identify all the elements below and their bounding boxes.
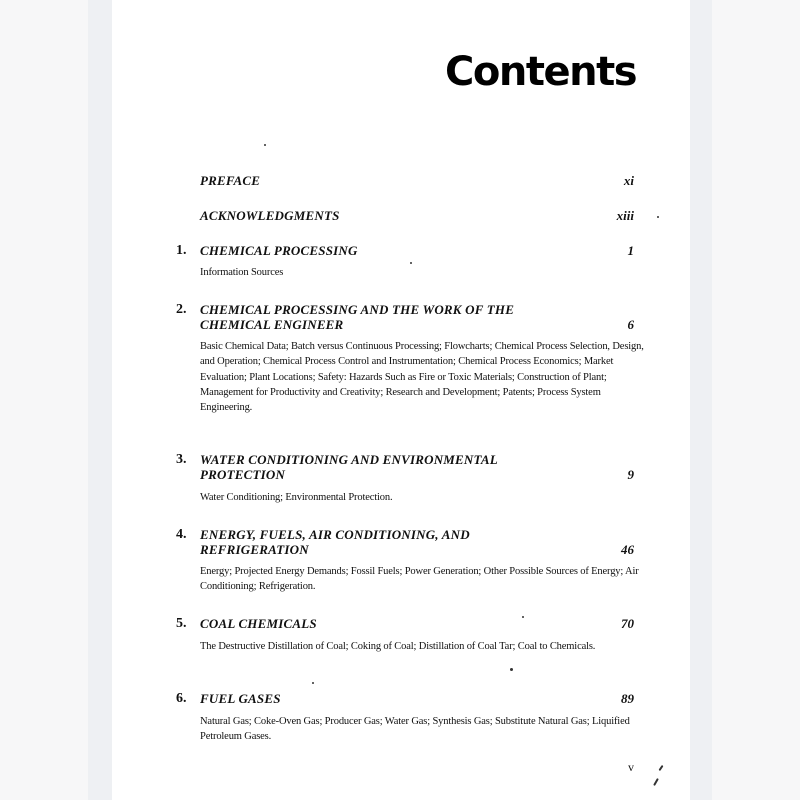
page-title: Contents [445, 49, 636, 95]
toc-chapter-number: 4. [176, 527, 187, 542]
scan-speck [312, 682, 314, 684]
toc-page-number: 1 [627, 243, 634, 258]
page-shadow-left [88, 0, 112, 800]
toc-chapter-number: 1. [176, 243, 187, 258]
document-page [112, 0, 690, 800]
viewer-background-left [0, 0, 88, 800]
toc-description: Information Sources [200, 267, 284, 278]
page-folio: v [628, 760, 634, 774]
toc-heading: PREFACE [200, 173, 261, 188]
toc-heading: WATER CONDITIONING AND ENVIRONMENTAL PROTECTION [200, 452, 498, 482]
toc-chapter-number: 6. [176, 691, 187, 706]
toc-page-number: xi [623, 173, 634, 188]
toc-chapter-number: 3. [176, 452, 187, 467]
toc-heading: ENERGY, FUELS, AIR CONDITIONING, AND REFRIGERATION [200, 527, 470, 557]
toc-page-number: 6 [627, 317, 634, 332]
toc-page-number: 70 [621, 616, 634, 631]
viewer-background-right [712, 0, 800, 800]
toc-heading: ACKNOWLEDGMENTS [200, 208, 340, 223]
toc-description: Natural Gas; Coke-Oven Gas; Producer Gas; Water Gas; Synthesis Gas; Substitute Natural Gas; Liquified Petroleum Gases. [200, 716, 630, 743]
scan-speck [522, 616, 524, 618]
toc-description: Water Conditioning; Environmental Protection. [200, 492, 393, 503]
toc-heading: COAL CHEMICALS [200, 616, 317, 631]
scan-speck [410, 262, 412, 264]
toc-chapter-number: 5. [176, 616, 187, 631]
toc-heading: CHEMICAL PROCESSING [200, 243, 358, 258]
toc-chapter-number: 2. [176, 302, 187, 317]
page-shadow-right [690, 0, 712, 800]
scan-speck [658, 765, 663, 771]
scan-speck [264, 144, 266, 146]
scan-speck [510, 668, 513, 671]
toc-description: Basic Chemical Data; Batch versus Continuous Processing; Flowcharts; Chemical Process Selection, Design, and Operation; Chemical Process Control and Instrumentation; Chemical Process Economics; Market Evaluation; Plant Locations; Safety: Hazards Such as Fire or Toxic Materials; Construction of Plant; Management for Productivity and Creativity; Research and Development; Patents; Process System Engineering. [200, 341, 644, 414]
toc-page-number: 89 [621, 691, 634, 706]
toc-heading: FUEL GASES [200, 691, 281, 706]
toc-page-number: 9 [627, 467, 634, 482]
toc-description: The Destructive Distillation of Coal; Coking of Coal; Distillation of Coal Tar; Coal to Chemicals. [200, 641, 596, 652]
toc-page-number: xiii [616, 208, 634, 223]
toc-page-number: 46 [621, 542, 634, 557]
scan-speck [653, 778, 659, 786]
toc-description: Energy; Projected Energy Demands; Fossil Fuels; Power Generation; Other Possible Sources of Energy; Air Conditioning; Refrigeration. [200, 566, 639, 593]
toc-heading: CHEMICAL PROCESSING AND THE WORK OF THE CHEMICAL ENGINEER [200, 302, 515, 332]
scan-speck [657, 216, 659, 218]
